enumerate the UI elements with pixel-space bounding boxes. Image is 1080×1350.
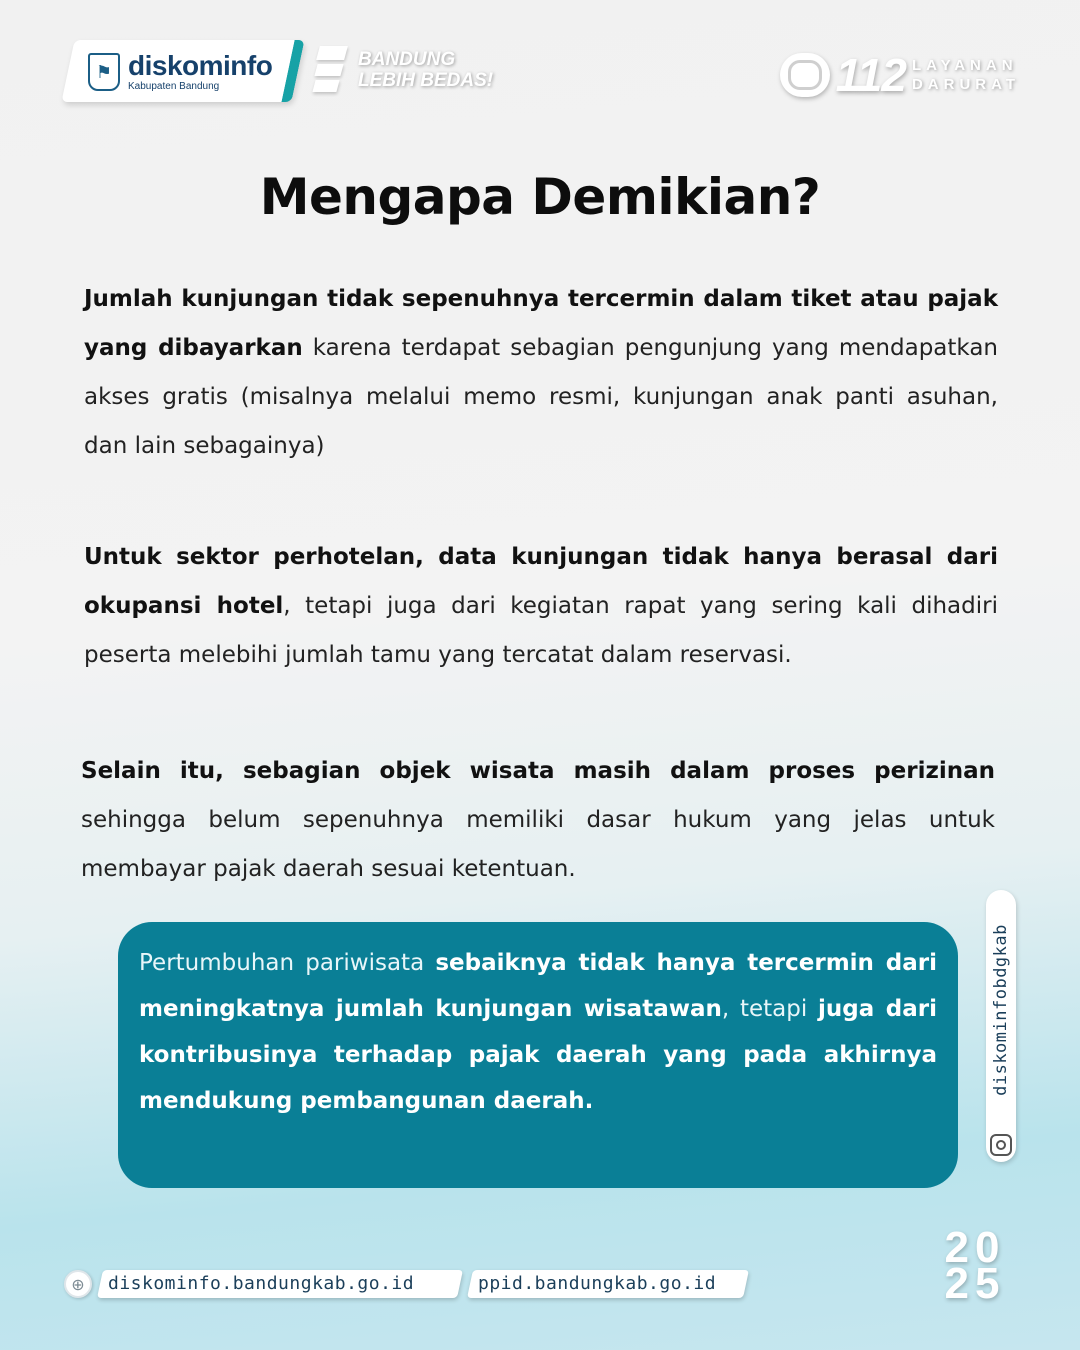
emergency-label-1: LAYANAN <box>911 57 1018 74</box>
year-bottom: 25 <box>944 1259 1006 1308</box>
instagram-icon[interactable] <box>990 1134 1012 1156</box>
ppid-link[interactable]: ppid.bandungkab.go.id <box>478 1273 717 1294</box>
paragraph-3 <box>81 747 995 894</box>
crest-logo-icon: ⚑ <box>88 53 120 91</box>
page-title: Mengapa Demikian? <box>259 168 821 226</box>
callout-box <box>118 922 958 1188</box>
paragraph-1-bold: Jumlah kunjungan tidak sepenuhnya tercermin dalam tiket atau pajak yang dibayarkan <box>84 286 998 361</box>
instagram-handle[interactable]: diskominfobdgkab <box>991 924 1011 1096</box>
chat-bubble-icon <box>780 53 830 97</box>
emergency-112 <box>780 48 1020 102</box>
website-link[interactable]: diskominfo.bandungkab.go.id <box>108 1273 415 1294</box>
brand-name: diskominfo <box>128 50 273 81</box>
paragraph-3-text: sehingga belum sepenuhnya memiliki dasar hukum yang jelas untuk membayar pajak daerah sesuai ketentuan. <box>81 807 995 882</box>
paragraph-3-bold: Selain itu, sebagian objek wisata masih dalam proses perizinan <box>81 758 995 784</box>
globe-icon: ⊕ <box>64 1270 92 1298</box>
callout-part-1: Pertumbuhan pariwisata <box>139 950 436 976</box>
callout-part-3: , tetapi <box>721 996 819 1022</box>
paragraph-2-bold: Untuk sektor perhotelan, data kunjungan tidak hanya berasal dari okupansi hotel <box>84 544 998 619</box>
brand-subtitle: Kabupaten Bandung <box>128 81 220 92</box>
paragraph-1-text: karena terdapat sebagian pengunjung yang mendapatkan akses gratis (misalnya melalui memo resmi, kunjungan anak panti asuhan, dan lain sebagainya) <box>84 335 999 459</box>
brand-logo <box>88 46 272 98</box>
slogan-line-1: BANDUNG <box>358 49 456 70</box>
bandung-slogan-icon <box>312 44 352 96</box>
slogan-line-2: LEBIH BEDAS! <box>358 70 494 91</box>
emergency-label-2: DARURAT <box>911 76 1020 93</box>
paragraph-1 <box>84 275 998 471</box>
paragraph-2-text: , tetapi juga dari kegiatan rapat yang sering kali dihadiri peserta melebihi jumlah tamu yang tercatat dalam reservasi. <box>84 593 998 668</box>
callout-part-2: sebaiknya tidak hanya tercermin dari meningkatnya jumlah kunjungan wisatawan <box>139 950 937 1022</box>
callout-part-4: juga dari kontribusinya terhadap pajak daerah yang pada akhirnya mendukung pembangunan daerah. <box>139 996 937 1114</box>
year-mark <box>930 1223 1020 1308</box>
year-top: 20 <box>944 1223 1006 1272</box>
paragraph-2 <box>84 533 998 680</box>
slogan <box>312 44 493 96</box>
emergency-number: 112 <box>835 49 906 101</box>
